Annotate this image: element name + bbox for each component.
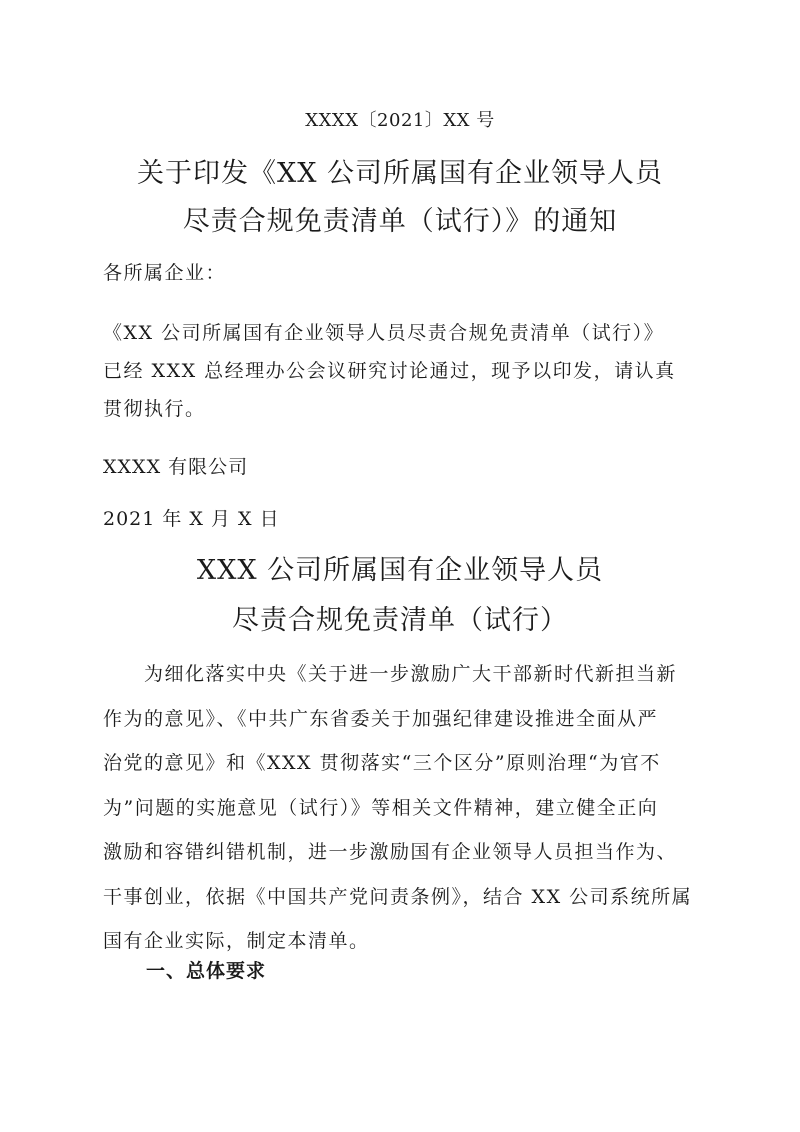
notice-title-line: 关于印发《XX 公司所属国有企业领导人员 <box>136 158 664 189</box>
document-number: XXXX〔2021〕XX 号 <box>305 110 495 131</box>
preamble-line: 为”问题的实施意见（试行）》等相关文件精神，建立健全正向 <box>103 796 659 819</box>
list-title-line: 尽责合规免责清单（试行） <box>232 605 568 636</box>
preamble-line: 治党的意见》和《XXX 贯彻落实“三个区分”原则治理“为官不 <box>103 752 661 774</box>
notice-body-line: 《XX 公司所属国有企业领导人员尽责合规免责清单（试行）》 <box>103 322 665 344</box>
notice-body-line: 贯彻执行。 <box>103 398 206 420</box>
issue-date: 2021 年 X 月 X 日 <box>103 508 280 530</box>
notice-body-line: 已经 XXX 总经理办公会议研究讨论通过，现予以印发，请认真 <box>103 360 676 382</box>
list-title <box>0 546 800 646</box>
preamble-line: 国有企业实际，制定本清单。 <box>103 930 370 952</box>
section-heading: 一、总体要求 <box>146 960 267 982</box>
preamble-line: 为细化落实中央《关于进一步激励广大干部新时代新担当新 <box>103 663 678 685</box>
notice-title-line: 尽责合规免责清单（试行）》的通知 <box>182 206 618 237</box>
preamble-line: 激励和容错纠错机制，进一步激励国有企业领导人员担当作为、 <box>103 841 678 863</box>
notice-body <box>103 314 703 428</box>
preamble-paragraph <box>103 652 723 964</box>
preamble-line: 干事创业，依据《中国共产党问责条例》，结合 XX 公司系统所属 <box>103 885 693 908</box>
preamble-line: 作为的意见》、《中共广东省委关于加强纪律建设推进全面从严 <box>103 707 659 730</box>
notice-title <box>0 150 800 246</box>
issuer-name: XXXX 有限公司 <box>103 456 249 478</box>
salutation: 各所属企业： <box>103 262 227 284</box>
list-title-line: XXX 公司所属国有企业领导人员 <box>196 555 604 586</box>
